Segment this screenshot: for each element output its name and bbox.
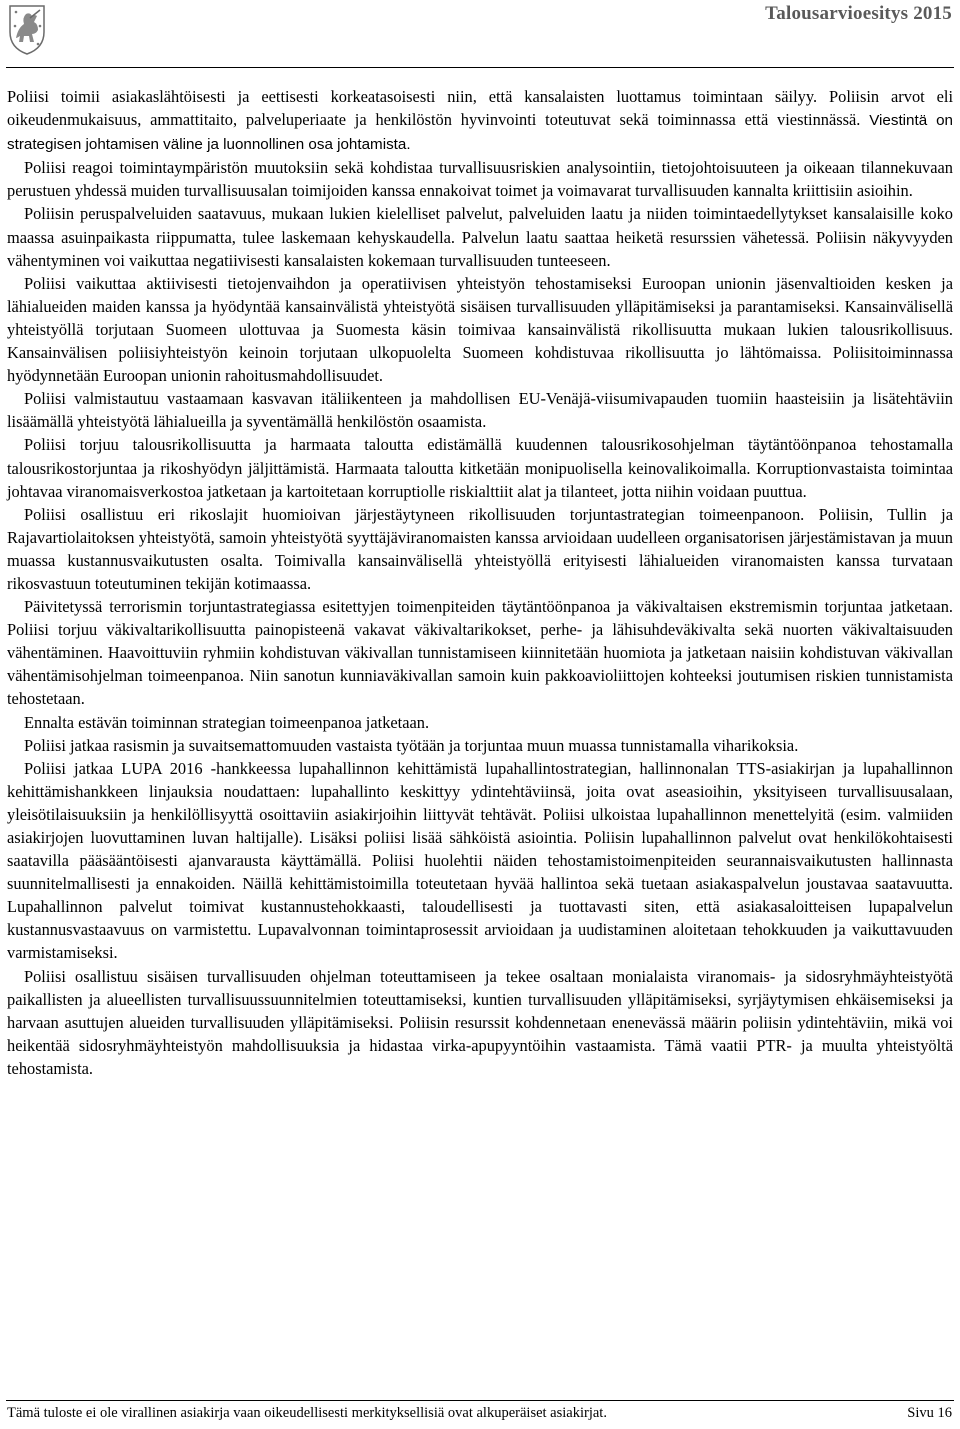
body-paragraph [7, 503, 953, 595]
footer-divider [6, 1400, 954, 1401]
paragraph-text: Poliisi reagoi toimintaympäristön muutoksiin sekä kohdistaa turvallisuusriskien analysointiin, tietojohtoisuuteen ja oikeaan tilannekuvaan perustuen yhdessä muiden turvallisuusalan toimijoiden kanssa ennakoivat toimet ja voimavarat turvallisuuden kannalta kriittisiin asioihin. [7, 158, 953, 201]
body-paragraph [7, 757, 953, 965]
document-body [7, 85, 953, 1080]
paragraph-text: Viestintä on strategisen johtamisen väline ja luonnollinen osa johtamista. [7, 112, 953, 154]
paragraph-text: Poliisi osallistuu sisäisen turvallisuuden ohjelman toteuttamiseen ja tekee osaltaan monialaista viranomais- ja sidosryhmäyhteistyötä paikallisten ja alueellisten turvallisuussuunnitelmien toteuttamiseksi, kuntien turvallisuuden ylläpitämiseksi, syrjäytymisen ehkäisemiseksi ja harvaan asuttujen alueiden turvallisuuden ylläpitämiseksi. Poliisin resurssit kohdennetaan enenevässä määrin poliisin ydintehtäviin, mikä voi heikentää sidosryhmäyhteistyön mahdollisuuksia ja hidastaa virka-apupyyntöihin vastaamista. Tämä vaatii PTR- ja muulta yhteistyöltä tehostamista. [7, 966, 953, 1078]
body-paragraph [7, 965, 953, 1080]
body-paragraph [7, 85, 953, 156]
body-paragraph [7, 734, 953, 757]
paragraph-text: Poliisin peruspalveluiden saatavuus, mukaan lukien kielelliset palvelut, palveluiden laatu ja niiden toimintaedellytykset kansalaisille koko maassa asuinpaikasta riippumatta, tulee laskemaan kehyskaudella. Palvelun laatu saattaa heiketä resurssien vähetessä. Poliisin näkyvyyden vähentyminen voi vaikuttaa negatiivisesti kansalaisten kokemaan turvallisuuden tunteeseen. [7, 204, 953, 270]
paragraph-text: Poliisi vaikuttaa aktiivisesti tietojenvaihdon ja operatiivisen yhteistyön tehostamiseksi Euroopan unionin jäsenvaltioiden kesken ja lähialueiden maiden kanssa ja hyödyntää kansainvälistä yhteistyötä sisäisen turvallisuuden ylläpitämiseksi ja parantamiseksi. Kansainvälisellä yhteistyöllä torjutaan Suomeen ulottuvaa ja Suomesta käsin toimivaa kansainvälistä rikollisuutta mukaan lukien talousrikollisuus. Kansainvälisen poliisiyhteistyön keinoin torjutaan ulkopuolelta Suomeen kohdistuvaa rikollisuutta jo lähtömaissa. Poliisitoiminnassa hyödynnetään Euroopan unionin rahoitusmahdollisuudet. [7, 273, 953, 386]
paragraph-text: Päivitetyssä terrorismin torjuntastrategiassa esitettyjen toimenpiteiden täytäntöönpanoa ja väkivaltaisen ekstremismin torjuntaa jatketaan. Poliisi torjuu väkivaltarikollisuutta painopisteenä vakavat väkivaltarikokset, perhe- ja lähisuhdeväkivalta sekä nuorten väkivaltaisuuden vähentäminen. Haavoittuviin ryhmiin kohdistuvan väkivallan tunnistamiseen kiinnitetään huomiota ja jatketaan naisiin kohdistuvan väkivallan vähentämisohjelman toimeenpanoa. Niin sanotun kunniaväkivallan samoin kuin pakkoavioliittojen kohteeksi joutumisen riskien tunnistamista tehostetaan. [7, 597, 953, 709]
page-header [0, 0, 960, 80]
body-paragraph [7, 387, 953, 433]
paragraph-text: Poliisi jatkaa LUPA 2016 -hankkeessa lupahallinnon kehittämistä lupahallintostrategian, hallinnonalan TTS-asiakirjan ja lupahallinnon kehittämishankkeen linjauksia noudattaen: lupahallinto keskittyy ydintehtäviinsä, joita ovat aseasioihin, yksityiseen turvallisuusalaan, yleisötilaisuuksiin ja henkilöllisyyttä osoittaviin asiakirjoihin liittyvät tehtävät. Poliisi ulkoistaa lupahallinnon menettelyitä (esim. valmiiden asiakirjojen luovuttaminen luvan haltijalle). Lisäksi poliisi lisää sähköistä asiointia. Poliisin lupahallinnon palvelut ovat henkilökohtaisesti saatavilla pääsääntöisesti ajanvarausta käyttämällä. Poliisi huolehtii näiden tehostamistoimenpiteiden seurannaisvaikutusten hallinnasta suunnitelmallisesti ja ennakoiden. Näillä kehittämistoimilla toteutetaan hyvää hallintoa sekä tuetaan asiakaspalvelun joustavaa saatavuutta. Lupahallinnon palvelut toimivat kustannustehokkaasti, taloudellisesti ja tuottavasti siten, että asiakasaloitteisen lupapalvelun kustannusvastaavuus on varmistettu. Lupavalvonnan toimintaprosessit arvioidaan ja uudistaminen aloitetaan tehokkuuden ja vaikuttavuuden varmistamiseksi. [7, 758, 953, 963]
paragraph-text: Poliisi toimii asiakaslähtöisesti ja eettisesti korkeatasoisesti niin, että kansalaisten luottamus toimintaan säilyy. Poliisin arvot eli oikeudenmukaisuus, ammattitaito, palveluperiaate ja henkilöstön hyvinvointi toteutuvat sekä toiminnassa että viestinnässä. [7, 87, 953, 130]
paragraph-text: Ennalta estävän toiminnan strategian toimeenpanoa jatketaan. [24, 712, 430, 732]
paragraph-text: Poliisi osallistuu eri rikoslajit huomioivan järjestäytyneen rikollisuuden torjuntastrategian toimeenpanoon. Poliisin, Tullin ja Rajavartiolaitoksen yhteistyötä, samoin yhteistyötä syyttäjäviranomaisten kanssa arvioidaan uudelleen organisatorisen järjestämistavan ja muun muassa kustannusvaikutusten osalta. Toimivalla kansainvälisellä yhteistyöllä erityisesti lähialueiden viranomaisten kanssa turvataan rikosvastuun toteutuminen tekijän kotimaassa. [7, 504, 953, 593]
paragraph-text: Poliisi valmistautuu vastaamaan kasvavan itäliikenteen ja mahdollisen EU-Venäjä-viisumivapauden tuomiin haasteisiin ja lisätehtäviin lisäämällä yhteistyötä lähialueilla ja syventämällä henkilöstön osaamista. [7, 389, 953, 432]
body-paragraph [7, 711, 953, 734]
paragraph-text: Poliisi torjuu talousrikollisuutta ja harmaata taloutta edistämällä kuudennen talousrikosohjelman täytäntöönpanoa tehostamalla talousrikostorjuntaa ja rikoshyödyn jäljittämistä. Harmaata taloutta kitketään monipuolisella keinovalikoimalla. Korruptionvastaista toimintaa johtavaa viranomaisverkostoa jatketaan ja kartoitetaan korruptiolle riskialttiit alat ja tilanteet, jotta niihin voidaan puuttua. [7, 435, 953, 501]
page-number: Sivu 16 [907, 1405, 952, 1421]
body-paragraph [7, 202, 953, 271]
body-paragraph [7, 156, 953, 202]
header-divider [6, 67, 954, 68]
footer-disclaimer: Tämä tuloste ei ole virallinen asiakirja vaan oikeudellisesti merkityksellisiä ovat alkuperäiset asiakirjat. [7, 1405, 607, 1421]
document-title: Talousarvioesitys 2015 [765, 3, 952, 24]
body-paragraph [7, 433, 953, 502]
paragraph-text: Poliisi jatkaa rasismin ja suvaitsemattomuuden vastaista työtään ja torjuntaa muun muassa tunnistamalla viharikoksia. [24, 735, 799, 755]
coat-of-arms-lion-icon [4, 2, 50, 56]
body-paragraph [7, 595, 953, 710]
body-paragraph [7, 272, 953, 387]
